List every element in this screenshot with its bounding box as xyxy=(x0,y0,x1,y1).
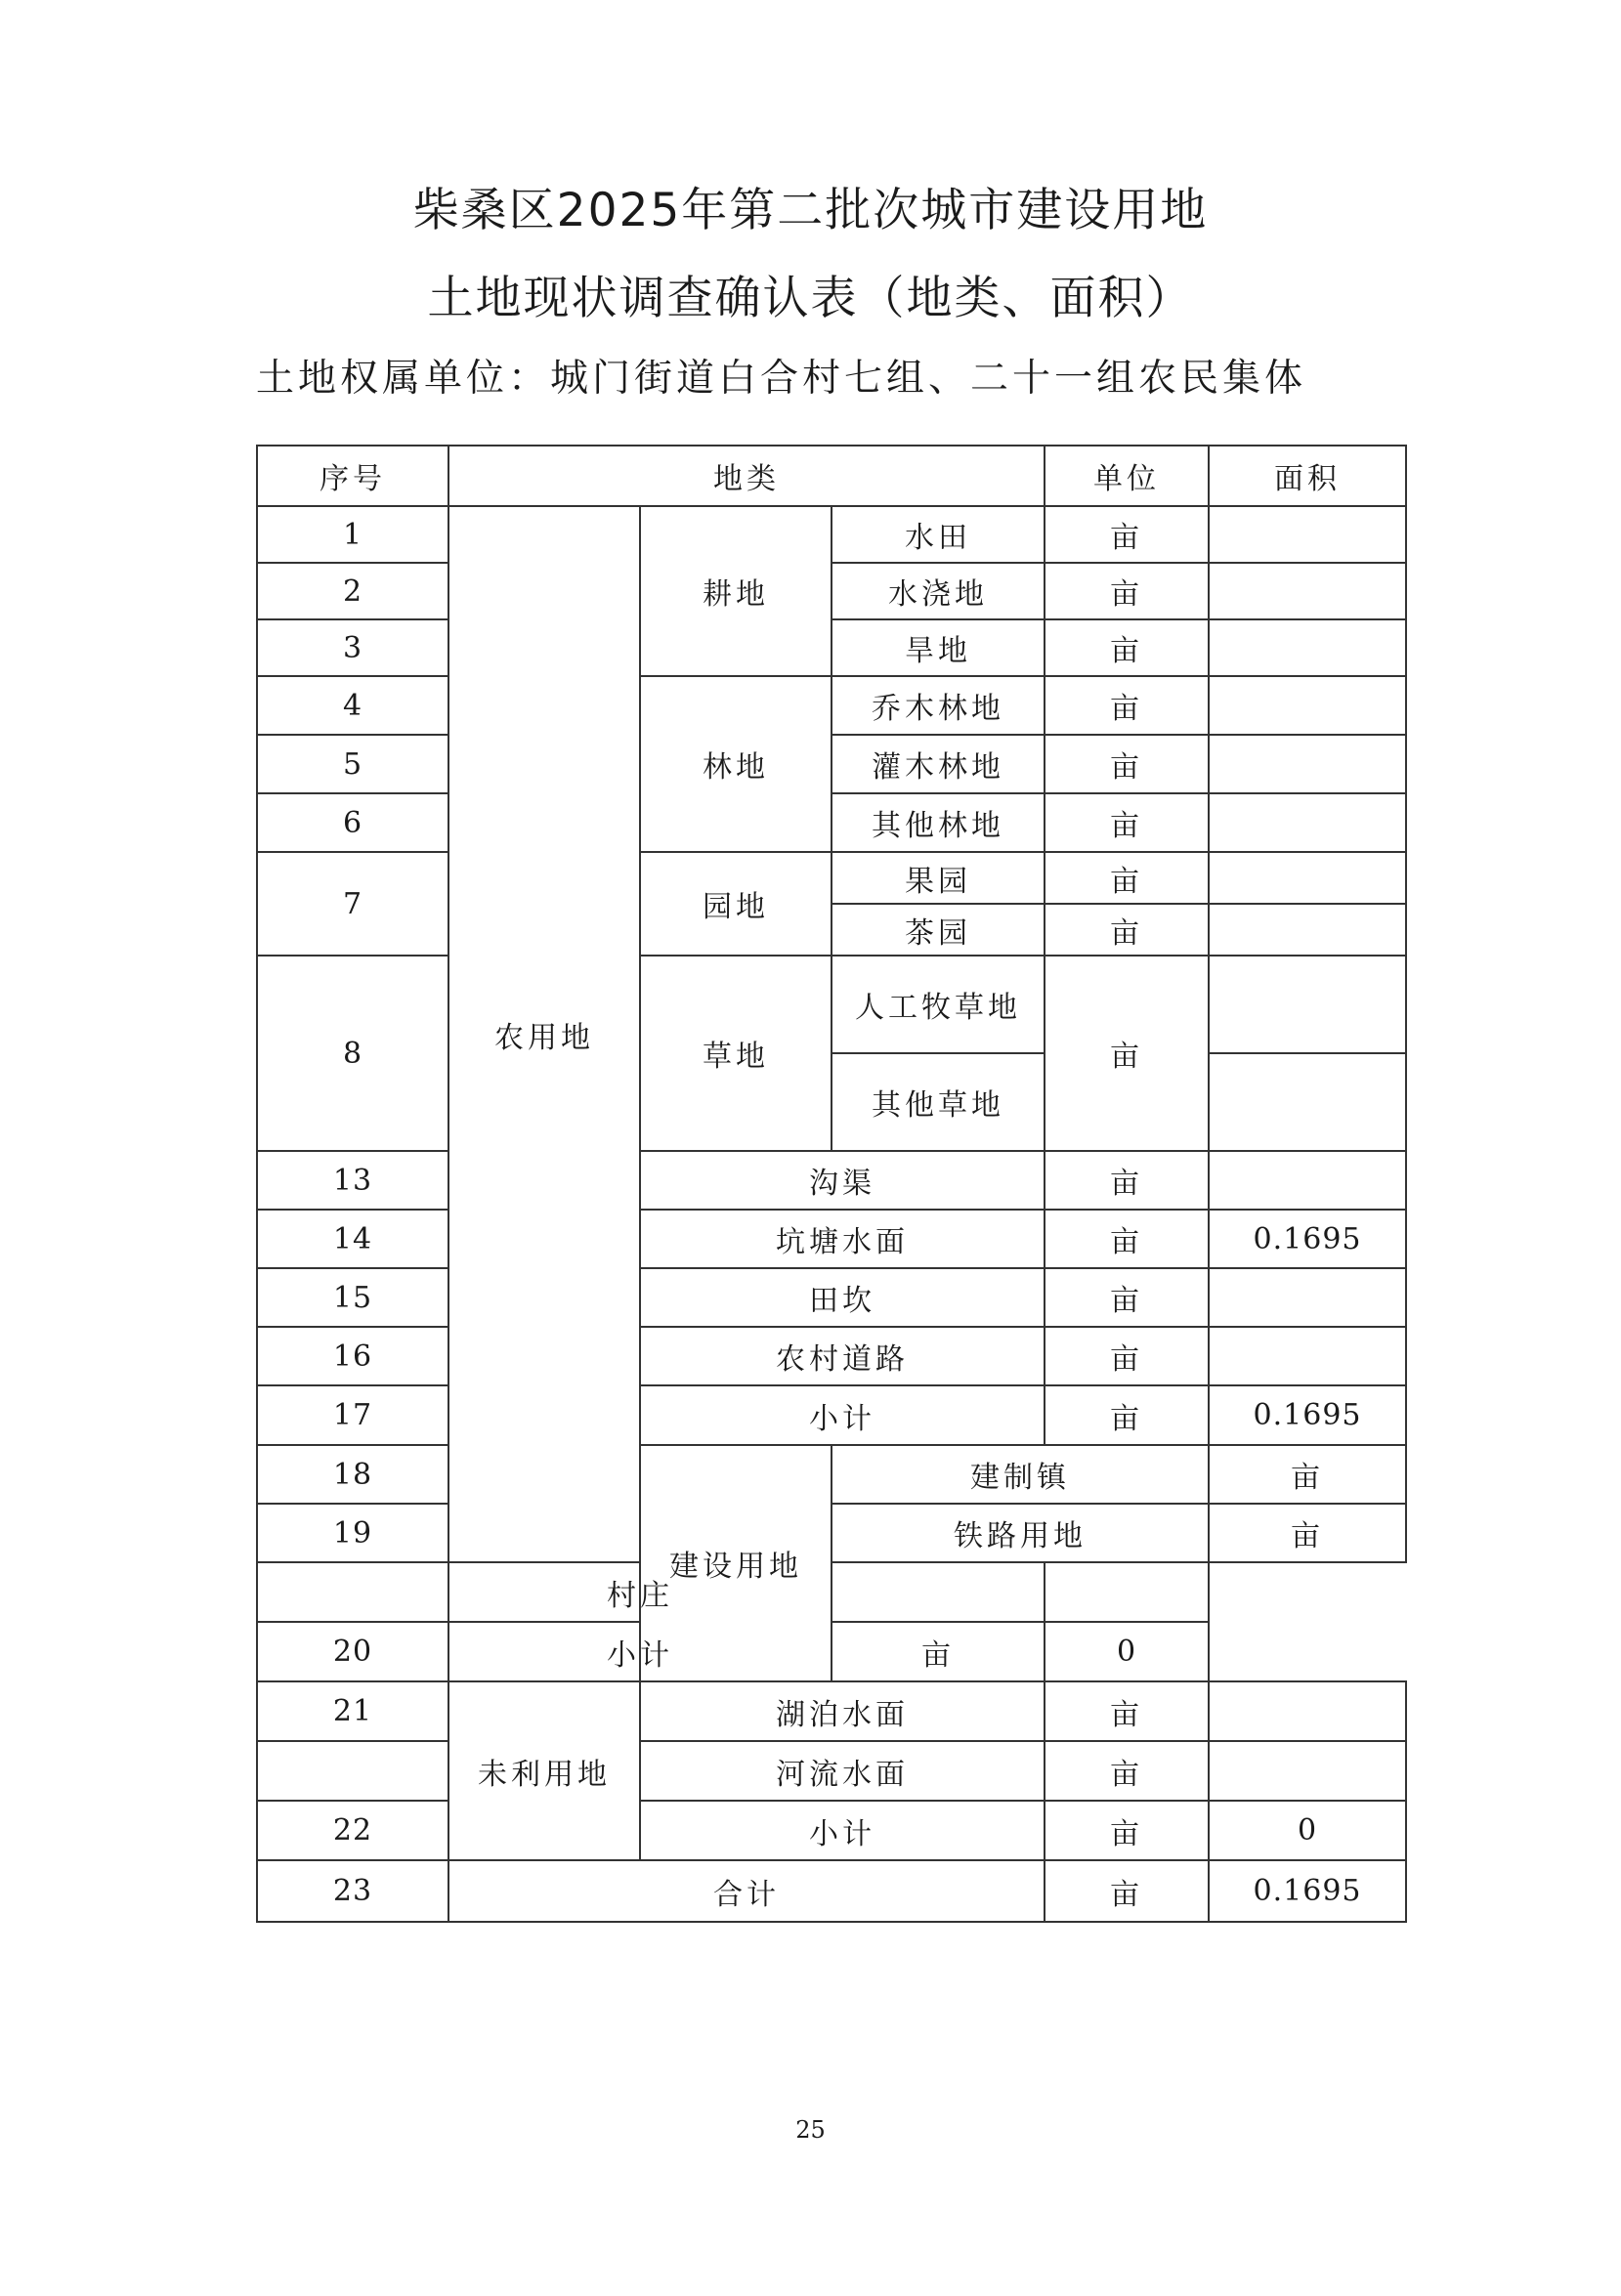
row-seq: 17 xyxy=(257,1385,448,1445)
row-area xyxy=(1209,793,1406,852)
table-row xyxy=(257,1741,1406,1801)
row-area xyxy=(1209,506,1406,563)
row-unit: 亩 xyxy=(1045,619,1209,676)
row-area xyxy=(1209,904,1406,956)
row-area xyxy=(1209,1151,1406,1210)
subgroup-garden: 园地 xyxy=(640,852,832,956)
header-seq: 序号 xyxy=(257,446,448,506)
table-row xyxy=(257,852,1406,904)
row-land-name: 铁路用地 xyxy=(832,1504,1209,1562)
header-land-type: 地类 xyxy=(448,446,1045,506)
table-row xyxy=(257,735,1406,793)
table-row xyxy=(257,1385,1406,1445)
land-survey-table xyxy=(256,445,1407,1923)
row-seq: 22 xyxy=(257,1801,448,1860)
row-unit: 亩 xyxy=(1045,563,1209,619)
row-area xyxy=(1209,676,1406,735)
table-total-row xyxy=(257,1860,1406,1922)
row-area xyxy=(1209,852,1406,904)
row-land-name: 坑塘水面 xyxy=(640,1210,1045,1268)
row-unit: 亩 xyxy=(1045,1385,1209,1445)
row-land-name: 河流水面 xyxy=(640,1741,1045,1801)
row-land-name: 水田 xyxy=(832,506,1045,563)
row-area: 0.1695 xyxy=(1209,1385,1406,1445)
row-seq: 15 xyxy=(257,1268,448,1327)
row-area: 0.1695 xyxy=(1209,1210,1406,1268)
table-row xyxy=(257,1622,1406,1681)
row-seq: 8 xyxy=(257,956,448,1151)
row-unit: 亩 xyxy=(1045,1268,1209,1327)
table-row xyxy=(257,506,1406,563)
table-row xyxy=(257,1151,1406,1210)
document-title-line-1: 柴桑区2025年第二批次城市建设用地 xyxy=(412,184,1209,237)
table-row xyxy=(257,1210,1406,1268)
row-unit: 亩 xyxy=(1045,506,1209,563)
header-area: 面积 xyxy=(1209,446,1406,506)
row-land-name: 小计 xyxy=(640,1385,1045,1445)
table-row xyxy=(257,1445,1406,1504)
row-land-name: 人工牧草地 xyxy=(832,956,1045,1053)
row-land-name: 其他林地 xyxy=(832,793,1045,852)
land-owner-line: 土地权属单位：城门街道白合村七组、二十一组农民集体 xyxy=(256,357,1307,401)
row-seq: 14 xyxy=(257,1210,448,1268)
row-land-name: 农村道路 xyxy=(640,1327,1045,1385)
row-area: 0.1695 xyxy=(1209,1860,1406,1922)
row-land-name: 湖泊水面 xyxy=(640,1681,1045,1741)
row-seq: 13 xyxy=(257,1151,448,1210)
table-row xyxy=(257,1681,1406,1741)
row-seq: 2 xyxy=(257,563,448,619)
row-area xyxy=(1209,956,1406,1053)
row-area xyxy=(1209,1681,1406,1741)
row-land-name: 合计 xyxy=(448,1860,1045,1922)
row-seq: 5 xyxy=(257,735,448,793)
row-area xyxy=(1209,1327,1406,1385)
row-land-name: 茶园 xyxy=(832,904,1045,956)
row-area xyxy=(1209,1268,1406,1327)
row-unit: 亩 xyxy=(1045,735,1209,793)
row-seq xyxy=(257,1562,448,1622)
row-land-name: 田坎 xyxy=(640,1268,1045,1327)
row-unit xyxy=(832,1562,1045,1622)
table-row xyxy=(257,1268,1406,1327)
row-unit: 亩 xyxy=(1045,1681,1209,1741)
row-unit: 亩 xyxy=(1209,1445,1406,1504)
group-agricultural-land: 农用地 xyxy=(448,506,640,1562)
row-area xyxy=(1045,1562,1209,1622)
row-land-name: 果园 xyxy=(832,852,1045,904)
subgroup-grassland: 草地 xyxy=(640,956,832,1151)
row-seq xyxy=(257,1741,448,1801)
header-unit: 单位 xyxy=(1045,446,1209,506)
table-row xyxy=(257,1504,1406,1562)
table-row xyxy=(257,619,1406,676)
row-area: 0 xyxy=(1209,1801,1406,1860)
row-unit: 亩 xyxy=(1045,1741,1209,1801)
row-area xyxy=(1209,735,1406,793)
table-row xyxy=(257,676,1406,735)
row-seq: 21 xyxy=(257,1681,448,1741)
row-land-name: 旱地 xyxy=(832,619,1045,676)
subgroup-farmland: 耕地 xyxy=(640,506,832,676)
row-seq: 16 xyxy=(257,1327,448,1385)
row-seq: 19 xyxy=(257,1504,448,1562)
row-unit: 亩 xyxy=(1045,852,1209,904)
row-land-name: 乔木林地 xyxy=(832,676,1045,735)
row-land-name: 灌木林地 xyxy=(832,735,1045,793)
row-unit: 亩 xyxy=(1045,1210,1209,1268)
table-header-row xyxy=(257,446,1406,506)
row-land-name: 村庄 xyxy=(448,1562,832,1622)
group-unused-land: 未利用地 xyxy=(448,1681,640,1860)
row-seq: 20 xyxy=(257,1622,448,1681)
table-row xyxy=(257,1327,1406,1385)
row-unit: 亩 xyxy=(1045,793,1209,852)
row-land-name: 建制镇 xyxy=(832,1445,1209,1504)
row-area xyxy=(1209,563,1406,619)
row-seq: 7 xyxy=(257,852,448,956)
row-seq: 1 xyxy=(257,506,448,563)
subgroup-forest: 林地 xyxy=(640,676,832,852)
table-row xyxy=(257,1562,1406,1622)
row-unit: 亩 xyxy=(1045,1860,1209,1922)
row-unit: 亩 xyxy=(1045,1801,1209,1860)
row-seq: 3 xyxy=(257,619,448,676)
row-area: 0 xyxy=(1045,1622,1209,1681)
row-area xyxy=(1209,1053,1406,1151)
row-unit: 亩 xyxy=(1045,904,1209,956)
row-land-name: 水浇地 xyxy=(832,563,1045,619)
group-construction-land: 建设用地 xyxy=(640,1445,832,1681)
row-seq: 6 xyxy=(257,793,448,852)
table-row xyxy=(257,793,1406,852)
row-seq: 4 xyxy=(257,676,448,735)
row-area xyxy=(1209,1741,1406,1801)
table-row xyxy=(257,1801,1406,1860)
row-land-name: 小计 xyxy=(640,1801,1045,1860)
row-land-name: 其他草地 xyxy=(832,1053,1045,1151)
row-land-name: 小计 xyxy=(448,1622,832,1681)
row-seq: 18 xyxy=(257,1445,448,1504)
row-land-name: 沟渠 xyxy=(640,1151,1045,1210)
row-unit: 亩 xyxy=(1045,956,1209,1151)
page-number: 25 xyxy=(795,2116,826,2144)
row-unit: 亩 xyxy=(1209,1504,1406,1562)
table-row xyxy=(257,563,1406,619)
row-seq: 23 xyxy=(257,1860,448,1922)
row-unit: 亩 xyxy=(1045,1327,1209,1385)
document-title-line-2: 土地现状调查确认表（地类、面积） xyxy=(427,272,1194,325)
row-unit: 亩 xyxy=(1045,676,1209,735)
table-row xyxy=(257,956,1406,1053)
row-unit: 亩 xyxy=(832,1622,1045,1681)
row-area xyxy=(1209,619,1406,676)
row-unit: 亩 xyxy=(1045,1151,1209,1210)
